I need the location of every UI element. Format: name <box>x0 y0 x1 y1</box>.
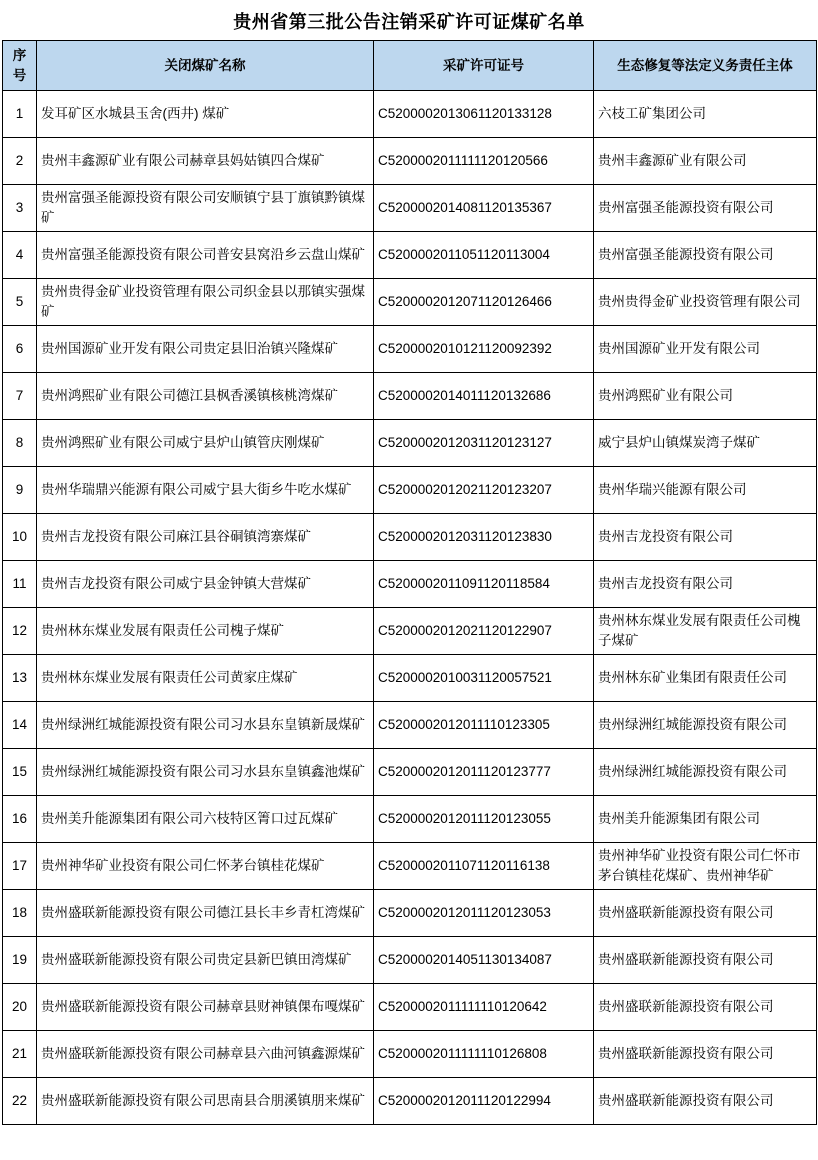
cell-no: 13 <box>3 655 37 702</box>
cell-name: 贵州贵得金矿业投资管理有限公司织金县以那镇实强煤矿 <box>37 279 374 326</box>
cell-no: 15 <box>3 749 37 796</box>
cell-entity: 贵州国源矿业开发有限公司 <box>594 326 817 373</box>
table-row <box>3 373 817 420</box>
cell-permit: C5200002011091120118584 <box>374 561 594 608</box>
cell-no: 11 <box>3 561 37 608</box>
table-row <box>3 702 817 749</box>
cell-permit: C5200002012071120126466 <box>374 279 594 326</box>
cell-name: 贵州林东煤业发展有限责任公司槐子煤矿 <box>37 608 374 655</box>
table-row <box>3 1078 817 1125</box>
cell-permit: C5200002012011110123305 <box>374 702 594 749</box>
header-row <box>3 41 817 91</box>
coal-mine-table <box>2 40 817 1125</box>
cell-entity: 贵州神华矿业投资有限公司仁怀市茅台镇桂花煤矿、贵州神华矿 <box>594 843 817 890</box>
cell-permit: C5200002011111120120566 <box>374 138 594 185</box>
cell-entity: 贵州林东煤业发展有限责任公司槐子煤矿 <box>594 608 817 655</box>
table-row <box>3 232 817 279</box>
cell-permit: C5200002010031120057521 <box>374 655 594 702</box>
cell-entity: 贵州绿洲红城能源投资有限公司 <box>594 702 817 749</box>
cell-no: 5 <box>3 279 37 326</box>
cell-name: 贵州盛联新能源投资有限公司思南县合朋溪镇朋来煤矿 <box>37 1078 374 1125</box>
cell-name: 贵州富强圣能源投资有限公司普安县窝沿乡云盘山煤矿 <box>37 232 374 279</box>
table-row <box>3 326 817 373</box>
cell-entity: 贵州鸿熙矿业有限公司 <box>594 373 817 420</box>
cell-permit: C5200002012031120123127 <box>374 420 594 467</box>
cell-entity: 贵州吉龙投资有限公司 <box>594 514 817 561</box>
table-row <box>3 796 817 843</box>
cell-name: 贵州盛联新能源投资有限公司贵定县新巴镇田湾煤矿 <box>37 937 374 984</box>
cell-entity: 六枝工矿集团公司 <box>594 91 817 138</box>
header-cell-entity: 生态修复等法定义务责任主体 <box>594 41 817 91</box>
table-row <box>3 514 817 561</box>
cell-name: 贵州鸿熙矿业有限公司威宁县炉山镇管庆刚煤矿 <box>37 420 374 467</box>
header-cell-permit: 采矿许可证号 <box>374 41 594 91</box>
cell-permit: C5200002013061120133128 <box>374 91 594 138</box>
cell-permit: C5200002014011120132686 <box>374 373 594 420</box>
table-row <box>3 1031 817 1078</box>
cell-entity: 贵州林东矿业集团有限责任公司 <box>594 655 817 702</box>
cell-entity: 威宁县炉山镇煤炭湾子煤矿 <box>594 420 817 467</box>
cell-permit: C5200002012011120123777 <box>374 749 594 796</box>
table-row <box>3 185 817 232</box>
header-cell-no: 序号 <box>3 41 37 91</box>
cell-name: 贵州国源矿业开发有限公司贵定县旧治镇兴隆煤矿 <box>37 326 374 373</box>
cell-permit: C5200002014051130134087 <box>374 937 594 984</box>
cell-name: 发耳矿区水城县玉舍(西井) 煤矿 <box>37 91 374 138</box>
cell-no: 19 <box>3 937 37 984</box>
table-row <box>3 138 817 185</box>
table-row <box>3 420 817 467</box>
page-title: 贵州省第三批公告注销采矿许可证煤矿名单 <box>233 12 585 32</box>
cell-no: 16 <box>3 796 37 843</box>
cell-entity: 贵州贵得金矿业投资管理有限公司 <box>594 279 817 326</box>
cell-no: 12 <box>3 608 37 655</box>
cell-entity: 贵州盛联新能源投资有限公司 <box>594 1078 817 1125</box>
cell-permit: C5200002011071120116138 <box>374 843 594 890</box>
cell-permit: C5200002012011120123053 <box>374 890 594 937</box>
cell-no: 14 <box>3 702 37 749</box>
cell-name: 贵州鸿熙矿业有限公司德江县枫香溪镇核桃湾煤矿 <box>37 373 374 420</box>
cell-name: 贵州绿洲红城能源投资有限公司习水县东皇镇新晟煤矿 <box>37 702 374 749</box>
cell-no: 17 <box>3 843 37 890</box>
cell-entity: 贵州吉龙投资有限公司 <box>594 561 817 608</box>
table-row <box>3 91 817 138</box>
table-row <box>3 655 817 702</box>
table-row <box>3 279 817 326</box>
cell-name: 贵州美升能源集团有限公司六枝特区箐口过瓦煤矿 <box>37 796 374 843</box>
cell-permit: C5200002010121120092392 <box>374 326 594 373</box>
cell-entity: 贵州美升能源集团有限公司 <box>594 796 817 843</box>
cell-permit: C5200002012031120123830 <box>374 514 594 561</box>
cell-no: 1 <box>3 91 37 138</box>
cell-no: 22 <box>3 1078 37 1125</box>
cell-no: 8 <box>3 420 37 467</box>
cell-permit: C5200002011111110120642 <box>374 984 594 1031</box>
cell-permit: C5200002012011120123055 <box>374 796 594 843</box>
cell-name: 贵州吉龙投资有限公司威宁县金钟镇大营煤矿 <box>37 561 374 608</box>
table-row <box>3 890 817 937</box>
cell-permit: C5200002012021120122907 <box>374 608 594 655</box>
cell-no: 3 <box>3 185 37 232</box>
cell-name: 贵州盛联新能源投资有限公司赫章县六曲河镇鑫源煤矿 <box>37 1031 374 1078</box>
cell-entity: 贵州盛联新能源投资有限公司 <box>594 890 817 937</box>
cell-permit: C5200002014081120135367 <box>374 185 594 232</box>
cell-entity: 贵州绿洲红城能源投资有限公司 <box>594 749 817 796</box>
cell-no: 2 <box>3 138 37 185</box>
cell-name: 贵州丰鑫源矿业有限公司赫章县妈姑镇四合煤矿 <box>37 138 374 185</box>
table-body <box>3 91 817 1125</box>
cell-entity: 贵州丰鑫源矿业有限公司 <box>594 138 817 185</box>
cell-name: 贵州富强圣能源投资有限公司安顺镇宁县丁旗镇黔镇煤矿 <box>37 185 374 232</box>
cell-no: 4 <box>3 232 37 279</box>
cell-name: 贵州林东煤业发展有限责任公司黄家庄煤矿 <box>37 655 374 702</box>
table-row <box>3 561 817 608</box>
cell-permit: C5200002012021120123207 <box>374 467 594 514</box>
cell-no: 20 <box>3 984 37 1031</box>
cell-permit: C5200002011111110126808 <box>374 1031 594 1078</box>
cell-entity: 贵州盛联新能源投资有限公司 <box>594 984 817 1031</box>
cell-name: 贵州华瑞鼎兴能源有限公司威宁县大街乡牛吃水煤矿 <box>37 467 374 514</box>
table-row <box>3 467 817 514</box>
cell-permit: C5200002011051120113004 <box>374 232 594 279</box>
table-row <box>3 984 817 1031</box>
table-row <box>3 608 817 655</box>
header-cell-name: 关闭煤矿名称 <box>37 41 374 91</box>
cell-entity: 贵州富强圣能源投资有限公司 <box>594 185 817 232</box>
cell-entity: 贵州盛联新能源投资有限公司 <box>594 937 817 984</box>
cell-name: 贵州盛联新能源投资有限公司德江县长丰乡青杠湾煤矿 <box>37 890 374 937</box>
cell-entity: 贵州富强圣能源投资有限公司 <box>594 232 817 279</box>
cell-no: 18 <box>3 890 37 937</box>
table-header <box>3 41 817 91</box>
cell-no: 9 <box>3 467 37 514</box>
cell-no: 21 <box>3 1031 37 1078</box>
cell-no: 10 <box>3 514 37 561</box>
cell-name: 贵州神华矿业投资有限公司仁怀茅台镇桂花煤矿 <box>37 843 374 890</box>
cell-name: 贵州绿洲红城能源投资有限公司习水县东皇镇鑫池煤矿 <box>37 749 374 796</box>
cell-name: 贵州吉龙投资有限公司麻江县谷硐镇湾寨煤矿 <box>37 514 374 561</box>
table-row <box>3 937 817 984</box>
table-row <box>3 843 817 890</box>
table-row <box>3 749 817 796</box>
cell-no: 6 <box>3 326 37 373</box>
cell-no: 7 <box>3 373 37 420</box>
cell-entity: 贵州华瑞兴能源有限公司 <box>594 467 817 514</box>
cell-name: 贵州盛联新能源投资有限公司赫章县财神镇倮布嘎煤矿 <box>37 984 374 1031</box>
cell-entity: 贵州盛联新能源投资有限公司 <box>594 1031 817 1078</box>
cell-permit: C5200002012011120122994 <box>374 1078 594 1125</box>
